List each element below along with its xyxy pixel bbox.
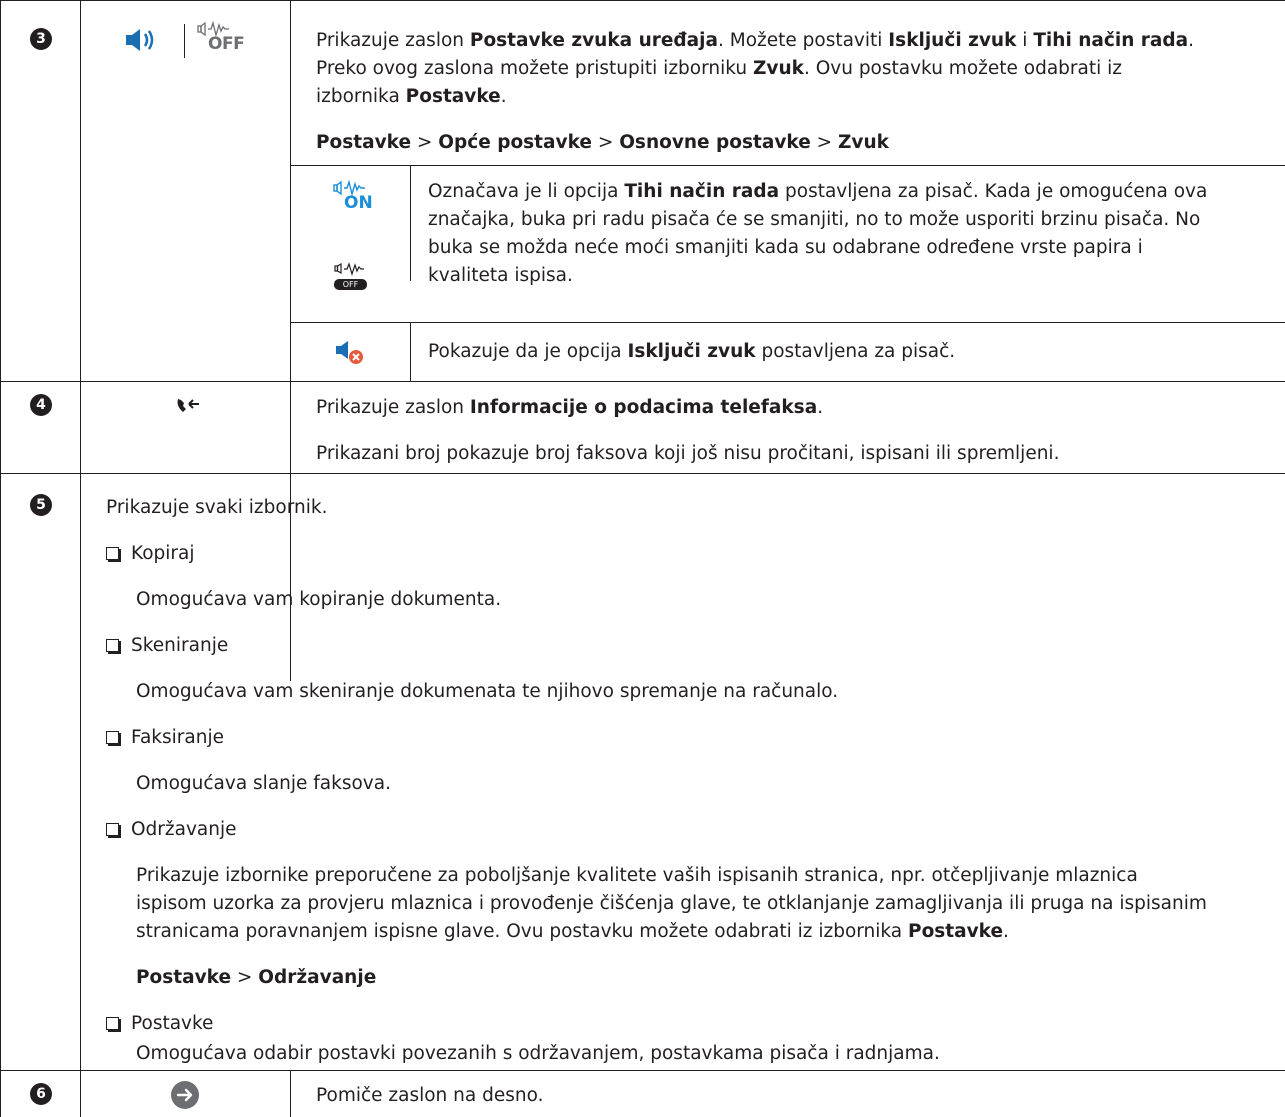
arrow-right-icon bbox=[170, 1080, 200, 1110]
row3-menu-path: Postavke > Opće postavke > Osnovne postavke > Zvuk bbox=[316, 132, 889, 153]
checkbox-icon bbox=[106, 639, 119, 652]
sub1-line1: Označava je li opcija Tihi način rada postavljena za pisač. Kada je omogućena ova bbox=[428, 181, 1208, 202]
row4-line1: Prikazuje zaslon Informacije o podacima telefaksa. bbox=[316, 397, 824, 418]
quiet-on-label: ON bbox=[344, 193, 373, 213]
maint-desc-line2: ispisom uzorka za provjeru mlaznica i provođenje čišćenja glave, te otklanjanje zamagljivanja ili pruga na ispisanim bbox=[136, 893, 1207, 914]
maint-desc-line1: Prikazuje izbornike preporučene za poboljšanje kvalitete vaših ispisanih stranica, npr. otčepljivanje mlaznica bbox=[136, 865, 1138, 886]
col-divider-1 bbox=[80, 0, 81, 1117]
row4-bottom-border bbox=[0, 473, 1285, 474]
col-divider-2-row3 bbox=[290, 0, 291, 681]
sub2-line: Pokazuje da je opcija Isključi zvuk postavljena za pisač. bbox=[428, 341, 956, 362]
sub1-line4: kvaliteta ispisa. bbox=[428, 265, 573, 286]
checkbox-icon bbox=[106, 1017, 119, 1030]
menu-item-postavke-desc: Omogućava odabir postavki povezanih s održavanjem, postavkama pisača i radnjama. bbox=[136, 1043, 940, 1064]
subtable-divider bbox=[410, 165, 411, 281]
mute-icon bbox=[334, 337, 366, 365]
menu-item-skeniranje-desc: Omogućava vam skeniranje dokumenata te njihovo spremanje na računalo. bbox=[136, 681, 839, 702]
row5-number: 5 bbox=[30, 494, 52, 516]
quiet-off-label: OFF bbox=[208, 34, 245, 54]
checkbox-icon bbox=[106, 823, 119, 836]
sub1-line2: značajka, buka pri radu pisača će se smanjiti, no to može usporiti brzinu pisača. No bbox=[428, 209, 1201, 230]
checkbox-icon bbox=[106, 547, 119, 560]
row4-line2: Prikazani broj pokazuje broj faksova koji još nisu pročitani, ispisani ili spremljeni. bbox=[316, 443, 1060, 464]
row4-number: 4 bbox=[30, 394, 52, 416]
fax-data-icon bbox=[175, 396, 201, 416]
quiet-off-badge: OFF bbox=[334, 279, 367, 290]
menu-item-odrzavanje: Održavanje bbox=[106, 816, 237, 843]
row5-intro: Prikazuje svaki izbornik. bbox=[106, 497, 328, 518]
menu-item-postavke: Postavke bbox=[106, 1010, 213, 1037]
row6-number: 6 bbox=[30, 1083, 52, 1105]
icon-separator bbox=[184, 24, 185, 58]
row3-desc-line3: izbornika Postavke. bbox=[316, 86, 507, 107]
row5-bottom-border bbox=[0, 1070, 1285, 1071]
subtable-mid-border bbox=[290, 322, 1285, 323]
menu-item-kopiraj-desc: Omogućava vam kopiranje dokumenta. bbox=[136, 589, 502, 610]
speaker-icon bbox=[124, 25, 160, 55]
table-left-border bbox=[0, 0, 1, 1117]
menu-item-kopiraj: Kopiraj bbox=[106, 540, 195, 567]
maint-menu-path: Postavke > Održavanje bbox=[136, 967, 377, 988]
quiet-mode-off-small-icon bbox=[334, 262, 366, 278]
subtable-top-border bbox=[290, 165, 1285, 166]
row3-desc-line1: Prikazuje zaslon Postavke zvuka uređaja. Možete postaviti Isključi zvuk i Tihi način rada. bbox=[316, 30, 1195, 51]
row6-desc: Pomiče zaslon na desno. bbox=[316, 1085, 544, 1106]
col-divider-2-row6 bbox=[290, 1071, 291, 1117]
menu-item-faksiranje: Faksiranje bbox=[106, 724, 224, 751]
menu-item-skeniranje: Skeniranje bbox=[106, 632, 228, 659]
sub1-line3: buka se možda neće moći smanjiti kada su odabrane određene vrste papira i bbox=[428, 237, 1143, 258]
row3-number: 3 bbox=[30, 28, 52, 50]
checkbox-icon bbox=[106, 731, 119, 744]
row3-bottom-border bbox=[0, 381, 1285, 382]
maint-desc-line3: stranicama poravnanjem ispisne glave. Ovu postavku možete odabrati iz izbornika Postavke. bbox=[136, 921, 1009, 942]
row3-desc-line2: Preko ovog zaslona možete pristupiti izborniku Zvuk. Ovu postavku možete odabrati iz bbox=[316, 58, 1122, 79]
subtable-divider-2 bbox=[410, 323, 411, 381]
menu-item-faksiranje-desc: Omogućava slanje faksova. bbox=[136, 773, 391, 794]
table-top-border bbox=[0, 0, 1285, 1]
